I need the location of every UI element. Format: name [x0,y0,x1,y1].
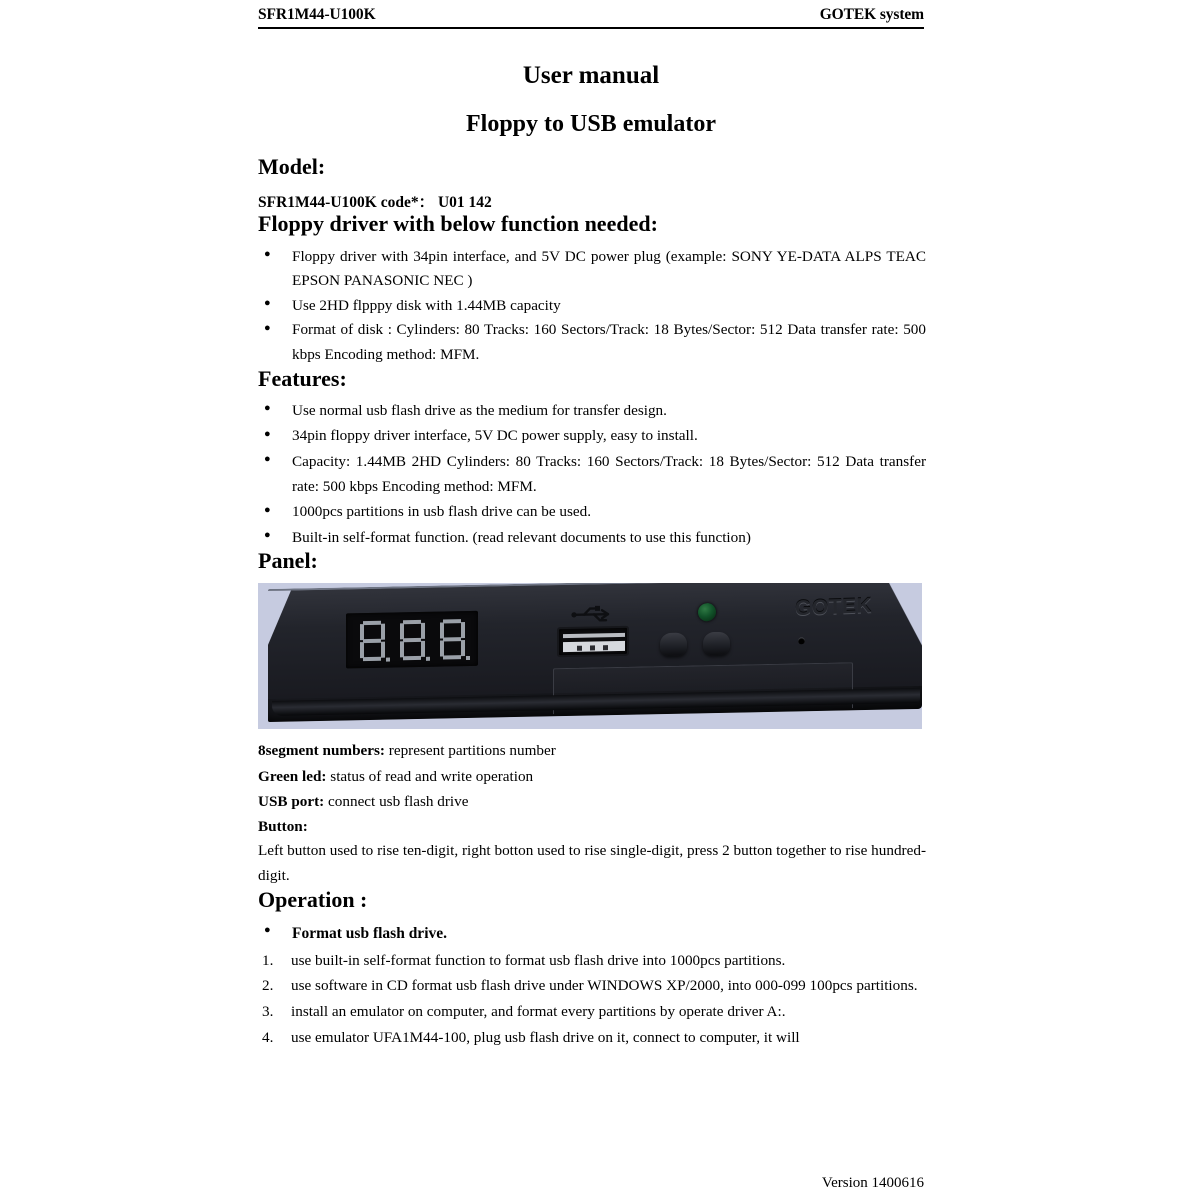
legend-entry [258,814,926,839]
page-header [258,6,924,24]
legend-entry [258,738,926,763]
left-button[interactable] [660,633,687,657]
list-item: use software in CD format usb flash drive under WINDOWS XP/2000, into 000-099 100pcs partitions. [291,977,918,995]
button-description: Left button used to rise ten-digit, right botton used to rise single-digit, press 2 button together to rise hundred-digit. [258,842,926,885]
section-heading-floppy-requirements: Floppy driver with below function needed: [258,210,658,236]
usb-port-slot [563,633,625,638]
usb-pin [590,646,595,651]
display-digit-tens [398,619,427,662]
list-item: use emulator UFA1M44-100, plug usb flash drive on it, connect to computer, it will [291,1028,800,1046]
list-item: ● Use normal usb flash drive as the medium for transfer design. [258,399,926,424]
usb-pin [603,646,608,651]
emulator-drive-body [268,583,922,722]
list-item: use built-in self-format function to format usb flash drive into 1000pcs partitions. [291,951,786,969]
header-divider [258,27,924,29]
legend-term: Green led: [258,767,327,785]
usb-pin [577,646,582,651]
legend-entry [258,764,926,789]
usb-port[interactable] [557,626,629,657]
document-subtitle: Floppy to USB emulator [465,111,716,137]
gotek-brand-logo: GOTEK [795,594,873,621]
section-heading-panel: Panel: [258,548,318,574]
list-item: ● Capacity: 1.44MB 2HD Cylinders: 80 Tracks: 160 Sectors/Track: 18 Bytes/Sector: 512 Data transfer rate: 500 kbps Encoding method: MFM. [258,450,926,499]
right-button[interactable] [703,632,730,656]
legend-term: 8segment numbers: [258,742,385,760]
operation-steps-list [258,949,926,1051]
usb-symbol-icon [568,602,616,623]
list-item: ● 1000pcs partitions in usb flash drive can be used. [258,500,926,525]
legend-desc: connect usb flash drive [324,792,469,810]
list-item: ● Use 2HD flpppy disk with 1.44MB capacity [258,294,926,319]
list-item: ● Format of disk : Cylinders: 80 Tracks: 160 Sectors/Track: 18 Bytes/Sector: 512 Data transfer rate: 500 kbps Encoding method: MFM. [258,318,926,367]
legend-desc: represent partitions number [384,742,556,760]
features-list [258,399,926,551]
seven-segment-display [346,611,478,669]
header-left-text: SFR1M44-U100K [258,6,376,23]
operation-subheading: ● Format usb flash drive. [258,921,926,946]
legend-desc: status of read and write operation [326,767,534,785]
section-heading-model: Model: [258,154,326,179]
panel-photograph [258,583,922,729]
model-code-line: SFR1M44-U100K code*： U01 142 [258,194,492,211]
header-right-text: GOTEK system [819,6,924,23]
display-digit-hundreds [358,620,387,663]
list-item: ● 34pin floppy driver interface, 5V DC power supply, easy to install. [258,424,926,449]
section-heading-operation: Operation : [258,886,368,912]
floppy-requirements-list [258,245,926,368]
list-item: install an emulator on computer, and format every partitions by operate driver A:. [291,1003,786,1021]
panel-legend [258,738,926,888]
legend-entry [258,789,926,814]
document-title: User manual [522,62,660,89]
page-footer: Version 1400616 [821,1175,924,1191]
display-digit-units [438,618,467,661]
document-body [258,156,926,1050]
section-heading-features: Features: [258,365,347,391]
list-item: ● Floppy driver with 34pin interface, and 5V DC power plug (example: SONY YE-DATA ALPS TEAC EPSON PANASONIC NEC ) [258,245,926,294]
legend-term: Button: [258,818,308,836]
legend-term: USB port: [258,792,325,810]
list-item: ● Built-in self-format function. (read relevant documents to use this function) [258,526,926,551]
